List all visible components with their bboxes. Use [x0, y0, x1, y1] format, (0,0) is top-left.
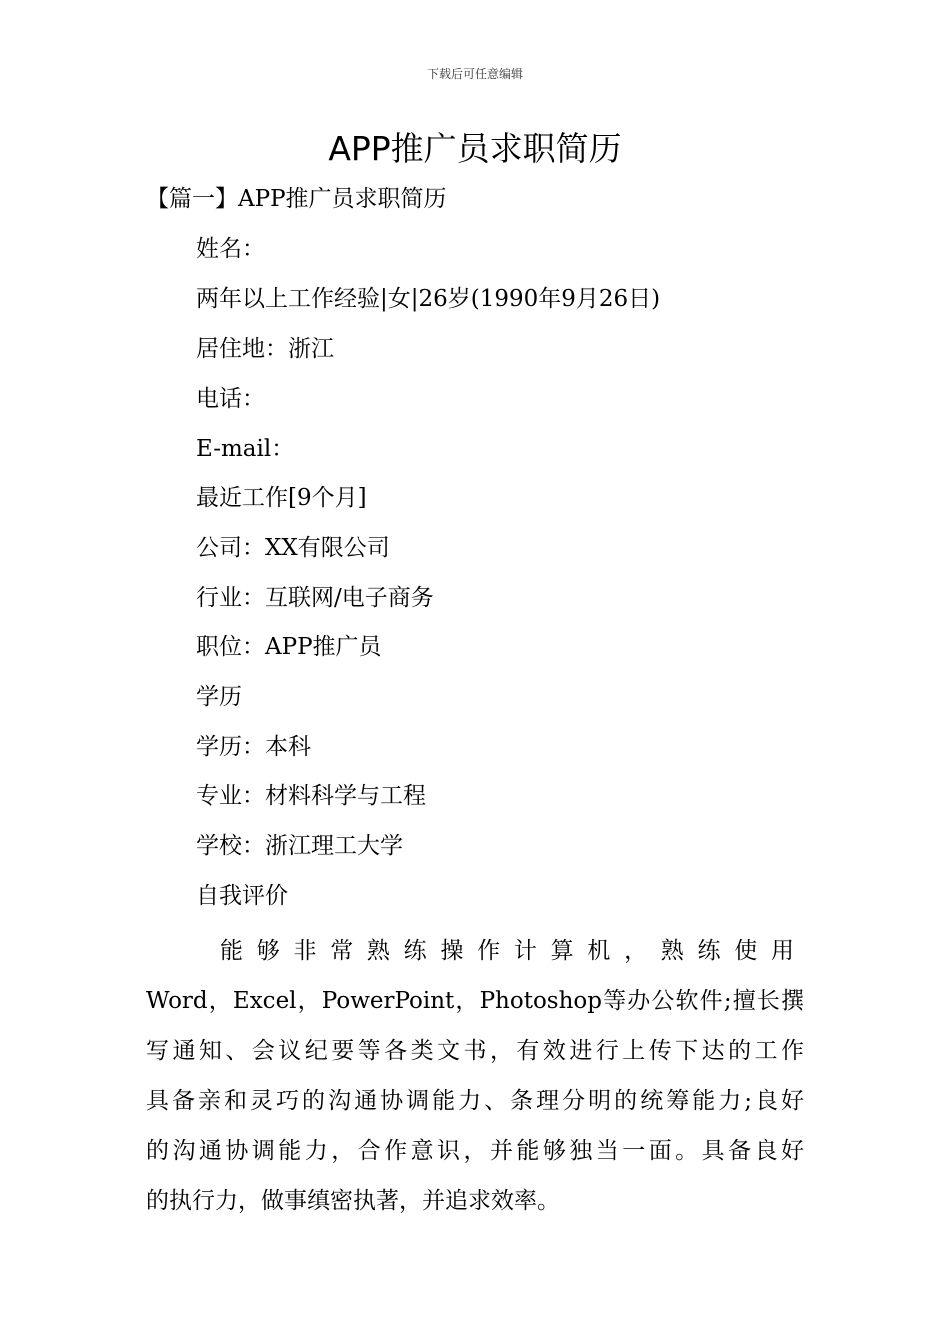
education-heading: 学历	[196, 684, 242, 710]
paragraph-row: 能够非常熟练操作计算机，熟练使用	[220, 938, 804, 964]
profile-residence-line: 居住地：浙江	[196, 336, 334, 362]
paragraph-row: 具备亲和灵巧的沟通协调能力、条理分明的统筹能力;良好	[146, 1088, 804, 1114]
profile-summary-line: 两年以上工作经验|女|26岁(1990年9月26日)	[196, 286, 661, 312]
school-line: 学校：浙江理工大学	[196, 833, 403, 859]
paragraph-row: 的执行力，做事缜密执著，并追求效率。	[146, 1188, 560, 1214]
recent-work-heading: 最近工作[9个月]	[196, 485, 367, 511]
document-title: APP推广员求职简历	[328, 129, 622, 168]
profile-phone-line: 电话：	[196, 386, 265, 412]
profile-name-line: 姓名：	[196, 236, 265, 262]
paragraph-row: 写通知、会议纪要等各类文书，有效进行上传下达的工作	[146, 1038, 804, 1064]
paragraph-row: 的沟通协调能力，合作意识，并能够独当一面。具备良好	[146, 1138, 804, 1164]
self-evaluation-heading: 自我评价	[196, 883, 288, 909]
self-evaluation-paragraph	[146, 926, 804, 1226]
degree-line: 学历：本科	[196, 734, 311, 760]
section-heading: 【篇一】APP推广员求职简历	[146, 186, 447, 212]
major-line: 专业：材料科学与工程	[196, 783, 426, 809]
page-header-note: 下载后可任意编辑	[426, 67, 523, 81]
company-line: 公司：XX有限公司	[196, 535, 390, 561]
industry-line: 行业：互联网/电子商务	[196, 585, 434, 611]
paragraph-row: Word，Excel，PowerPoint，Photoshop等办公软件;擅长撰	[146, 988, 804, 1014]
profile-email-line: E-mail：	[196, 436, 295, 462]
position-line: 职位：APP推广员	[196, 634, 382, 660]
